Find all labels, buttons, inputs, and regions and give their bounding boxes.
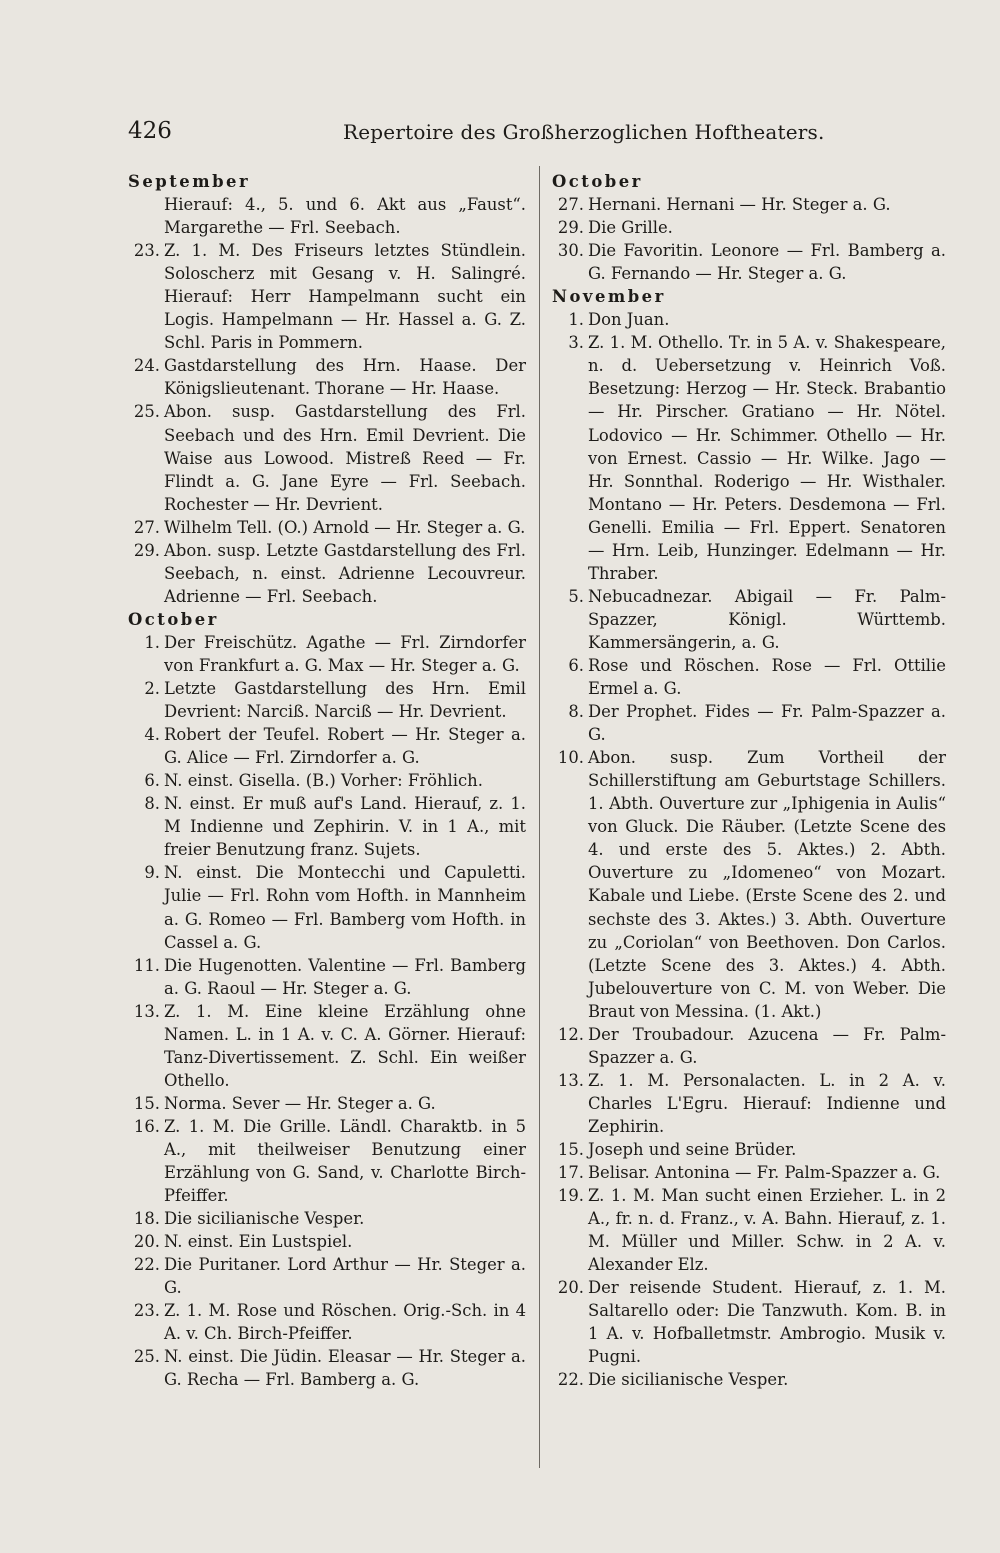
entry-date: 1. [568, 310, 584, 330]
entry-date: 11. [133, 955, 160, 975]
repertoire-entry [128, 861, 526, 953]
repertoire-entry [552, 1276, 946, 1368]
repertoire-entry [128, 516, 526, 539]
month-heading: September [128, 172, 251, 191]
repertoire-entry [128, 1299, 526, 1345]
entry-date: 22. [133, 1255, 160, 1275]
repertoire-entry [128, 400, 526, 515]
entry-text: Die Favoritin. Leonore — Frl. Bamberg a. G. Fernando — Hr. Steger a. G. [588, 241, 946, 284]
repertoire-entry [128, 1207, 526, 1230]
entry-text: N. einst. Die Montecchi und Capuletti. Julie — Frl. Rohn vom Hofth. in Mannheim a. G. Romeo — Frl. Bamberg vom Hofth. in Cassel a. G. [164, 863, 526, 952]
column-divider [539, 166, 540, 1468]
entry-text: Der Troubadour. Azucena — Fr. Palm-Spazzer a. G. [588, 1024, 946, 1067]
repertoire-entry [552, 1138, 946, 1161]
entry-date: 13. [557, 1070, 584, 1090]
repertoire-entry [552, 1368, 946, 1391]
entry-text: Norma. Sever — Hr. Steger a. G. [164, 1093, 436, 1113]
entry-date: 29. [133, 540, 160, 560]
entry-text: Z. 1. M. Man sucht einen Erzieher. L. in 2 A., fr. n. d. Franz., v. A. Bahn. Hierauf, z. 1. M. Müller und Miller. Schw. in 2 A. v. Alexander Elz. [588, 1186, 946, 1275]
repertoire-entry [552, 1023, 946, 1069]
entry-text: Die Puritaner. Lord Arthur — Hr. Steger a. G. [164, 1255, 526, 1298]
repertoire-entry [128, 769, 526, 792]
entry-date: 9. [144, 863, 160, 883]
entry-date [128, 193, 164, 239]
repertoire-entry [552, 585, 946, 654]
entry-text: Der Prophet. Fides — Fr. Palm-Spazzer a. G. [588, 702, 946, 745]
entry-text: N. einst. Ein Lustspiel. [164, 1232, 353, 1252]
entry-text: Der reisende Student. Hierauf, z. 1. M. Saltarello oder: Die Tanzwuth. Kom. B. in 1 A. v. Hofballetmstr. Ambrogio. Musik v. Pugni. [588, 1278, 946, 1367]
entry-date: 22. [557, 1370, 584, 1390]
entry-date: 19. [557, 1186, 584, 1206]
repertoire-entry [552, 654, 946, 700]
repertoire-entry [552, 700, 946, 746]
entry-text: Robert der Teufel. Robert — Hr. Steger a. G. Alice — Frl. Zirndorfer a. G. [164, 725, 526, 768]
entry-text: Z. 1. M. Personalacten. L. in 2 A. v. Charles L'Egru. Hierauf: Indienne und Zephirin. [588, 1070, 946, 1136]
repertoire-entry [128, 792, 526, 861]
entry-date: 5. [568, 586, 584, 606]
entry-date: 18. [133, 1209, 160, 1229]
entry-date: 23. [133, 241, 160, 261]
entry-text: Die sicilianische Vesper. [588, 1370, 789, 1390]
running-title: Repertoire des Großherzoglichen Hoftheaters. [343, 120, 825, 144]
entry-text: Joseph und seine Brüder. [588, 1139, 797, 1159]
repertoire-entry [128, 723, 526, 769]
entry-text: Hierauf: 4., 5. und 6. Akt aus „Faust“. Margarethe — Frl. Seebach. [164, 195, 526, 238]
entry-date: 6. [568, 655, 584, 675]
entry-date: 3. [568, 333, 584, 353]
repertoire-entry [128, 677, 526, 723]
repertoire-entry [552, 1161, 946, 1184]
entry-date: 12. [557, 1024, 584, 1044]
page-header [128, 118, 882, 148]
entry-date: 20. [557, 1278, 584, 1298]
repertoire-entry [128, 954, 526, 1000]
entry-date: 6. [144, 771, 160, 791]
entry-text: Z. 1. M. Eine kleine Erzählung ohne Namen. L. in 1 A. v. C. A. Görner. Hierauf: Tanz-Divertissement. Z. Schl. Ein weißer Othello. [164, 1001, 526, 1090]
repertoire-entry [552, 1184, 946, 1276]
repertoire-entry [552, 239, 946, 285]
entry-date: 25. [133, 402, 160, 422]
entry-text: Z. 1. M. Die Grille. Ländl. Charaktb. in 5 A., mit theilweiser Benutzung einer Erzählung von G. Sand, v. Charlotte Birch-Pfeiffer. [164, 1116, 526, 1206]
entry-date: 4. [144, 725, 160, 745]
right-column [552, 170, 946, 1391]
month-heading: October [552, 172, 643, 191]
entry-text: Abon. susp. Letzte Gastdarstellung des Frl. Seebach, n. einst. Adrienne Lecouvreur. Adrienne — Frl. Seebach. [164, 540, 526, 606]
entry-text: Der Freischütz. Agathe — Frl. Zirndorfer von Frankfurt a. G. Max — Hr. Steger a. G. [164, 632, 526, 675]
entry-date: 15. [133, 1093, 160, 1113]
entry-text: Letzte Gastdarstellung des Hrn. Emil Devrient: Narciß. Narciß — Hr. Devrient. [164, 679, 526, 722]
entry-date: 30. [557, 241, 584, 261]
repertoire-entry [128, 539, 526, 608]
entry-text: Die Hugenotten. Valentine — Frl. Bamberg a. G. Raoul — Hr. Steger a. G. [164, 955, 526, 998]
entry-date: 13. [133, 1001, 160, 1021]
entry-text: Rose und Röschen. Rose — Frl. Ottilie Ermel a. G. [588, 655, 946, 699]
entry-date: 24. [133, 356, 160, 376]
entry-date: 10. [557, 748, 584, 768]
entry-date: 17. [557, 1163, 584, 1183]
repertoire-entry [128, 1115, 526, 1207]
entry-text: Die sicilianische Vesper. [164, 1209, 365, 1229]
entry-text: Nebucadnezar. Abigail — Fr. Palm-Spazzer, Königl. Württemb. Kammersängerin, a. G. [588, 586, 946, 652]
repertoire-entry [128, 193, 526, 239]
entry-text: Die Grille. [588, 218, 673, 238]
entry-text: Belisar. Antonina — Fr. Palm-Spazzer a. G. [588, 1163, 941, 1183]
left-column [128, 170, 526, 1391]
entry-text: N. einst. Gisella. (B.) Vorher: Fröhlich. [164, 771, 483, 791]
entry-text: Wilhelm Tell. (O.) Arnold — Hr. Steger a. G. [164, 517, 526, 537]
month-heading: October [128, 609, 219, 629]
entry-text: Don Juan. [588, 310, 670, 330]
repertoire-entry [552, 216, 946, 239]
repertoire-entry [128, 631, 526, 677]
entry-date: 27. [557, 195, 584, 215]
repertoire-entry [128, 354, 526, 400]
repertoire-entry [552, 746, 946, 1023]
repertoire-entry [128, 239, 526, 354]
page-number: 426 [128, 118, 172, 144]
entry-text: Hernani. Hernani — Hr. Steger a. G. [588, 195, 891, 215]
repertoire-entry [128, 1092, 526, 1115]
repertoire-entry [128, 1253, 526, 1299]
entry-text: Gastdarstellung des Hrn. Haase. Der Königslieutenant. Thorane — Hr. Haase. [164, 356, 526, 399]
repertoire-entry [128, 1000, 526, 1092]
repertoire-entry [552, 193, 946, 216]
repertoire-entry [128, 1230, 526, 1253]
repertoire-entry [552, 308, 946, 331]
entry-date: 2. [144, 679, 160, 699]
entry-text: N. einst. Er muß auf's Land. Hierauf, z. 1. M Indienne und Zephirin. V. in 1 A., mit freier Benutzung franz. Sujets. [164, 794, 526, 860]
month-heading: November [552, 287, 666, 307]
entry-date: 16. [133, 1116, 160, 1136]
entry-date: 8. [568, 702, 584, 722]
entry-date: 25. [133, 1347, 160, 1367]
repertoire-entry [552, 1069, 946, 1138]
entry-date: 20. [133, 1232, 160, 1252]
entry-text: Abon. susp. Zum Vortheil der Schillerstiftung am Geburtstage Schillers. 1. Abth. Ouverture zur „Iphigenia in Aulis“ von Gluck. Die Räuber. (Letzte Scene des 4. und erste des 5. Aktes.) 2. Abth. Ouverture zu „Idomeneo“ von Mozart. Kabale und Liebe. (Erste Scene des 2. und sechste des 3. Aktes.) 3. Abth. Ouverture zu „Coriolan“ von Beethoven. Don Carlos. (Letzte Scene des 3. Aktes.) 4. Abth. Jubelouverture von C. M. von Weber. Die Braut von Messina. (1. Akt.) [588, 748, 946, 1021]
entry-text: Z. 1. M. Rose und Röschen. Orig.-Sch. in 4 A. v. Ch. Birch-Pfeiffer. [164, 1301, 526, 1344]
entry-text: Z. 1. M. Des Friseurs letztes Stündlein. Soloscherz mit Gesang v. H. Salingré. Hierauf: Herr Hampelmann sucht ein Logis. Hampelmann — Hr. Hassel a. G. Z. Schl. Paris in Pommern. [164, 241, 526, 353]
entry-date: 29. [557, 218, 584, 238]
entry-date: 23. [133, 1301, 160, 1321]
entry-date: 15. [557, 1139, 584, 1159]
entry-text: Z. 1. M. Othello. Tr. in 5 A. v. Shakespeare, n. d. Uebersetzung v. Heinrich Voß. Besetzung: Herzog — Hr. Steck. Brabantio — Hr. Pirscher. Gratiano — Hr. Nötel. Lodovico — Hr. Schimmer. Othello — Hr. von Ernest. Cassio — Hr. Wilke. Jago — Hr. Sonnthal. Roderigo — Hr. Wisthaler. Montano — Hr. Peters. Desdemona — Frl. Genelli. Emilia — Frl. Eppert. Senatoren — Hrn. Leib, Hunzinger. Edelmann — Hr. Thraber. [588, 333, 946, 583]
entry-date: 27. [133, 517, 160, 537]
repertoire-entry [128, 1345, 526, 1391]
entry-date: 1. [144, 632, 160, 652]
repertoire-entry [552, 331, 946, 585]
entry-text: N. einst. Die Jüdin. Eleasar — Hr. Steger a. G. Recha — Frl. Bamberg a. G. [164, 1347, 526, 1390]
entry-date: 8. [144, 794, 160, 814]
entry-text: Abon. susp. Gastdarstellung des Frl. Seebach und des Hrn. Emil Devrient. Die Waise aus Lowood. Mistreß Reed — Fr. Flindt a. G. Jane Eyre — Frl. Seebach. Rochester — Hr. Devrient. [164, 402, 526, 514]
